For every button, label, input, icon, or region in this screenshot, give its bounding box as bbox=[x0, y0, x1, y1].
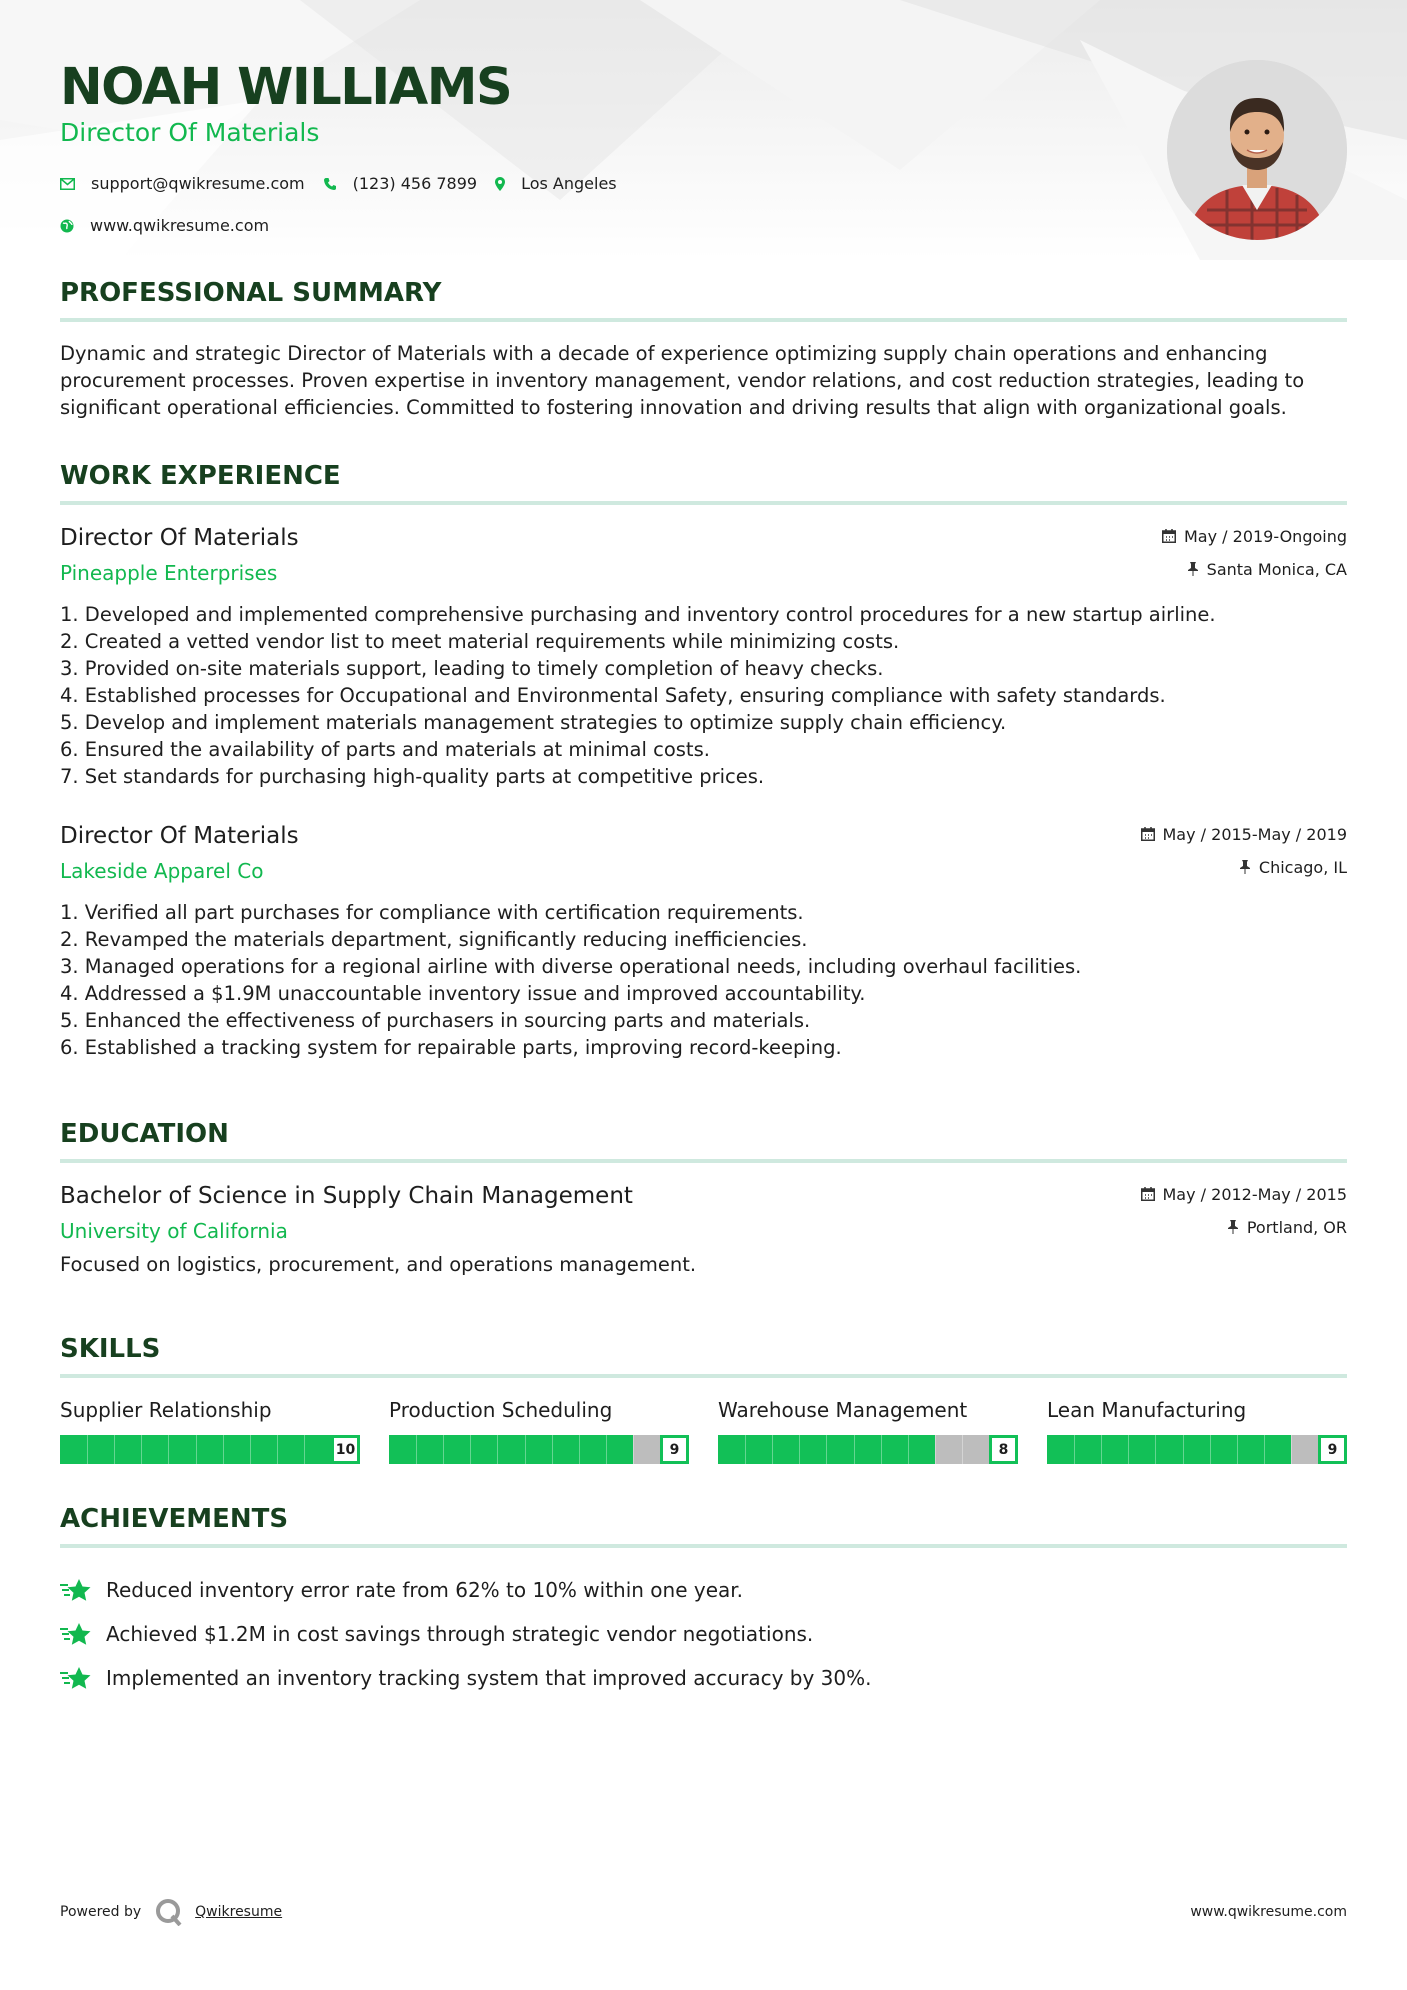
website-text: www.qwikresume.com bbox=[90, 216, 270, 235]
person-portrait bbox=[1167, 60, 1347, 240]
skill-bar-segment bbox=[1210, 1435, 1211, 1464]
skill-bar-fill bbox=[1047, 1435, 1291, 1464]
skill-bar-segment bbox=[1155, 1435, 1156, 1464]
skill-item bbox=[60, 1398, 360, 1464]
achievement-item bbox=[60, 1656, 1347, 1700]
skill-bar-segment bbox=[1291, 1435, 1292, 1464]
skill-bar-segment bbox=[525, 1435, 526, 1464]
job-dates bbox=[1162, 525, 1347, 547]
section-title: WORK EXPERIENCE bbox=[60, 461, 1347, 505]
dates-text: May / 2019-Ongoing bbox=[1184, 526, 1347, 546]
skill-name: Production Scheduling bbox=[389, 1398, 613, 1422]
skill-bar-segment bbox=[304, 1435, 305, 1464]
resume-header bbox=[60, 0, 1347, 240]
list-item: 2. Created a vetted vendor list to meet material requirements while minimizing costs. bbox=[60, 630, 900, 653]
achievements-section bbox=[60, 1504, 1347, 1700]
contact-row bbox=[60, 174, 635, 193]
section-title: SKILLS bbox=[60, 1334, 1347, 1378]
section-title: ACHIEVEMENTS bbox=[60, 1504, 1347, 1548]
skill-bar-segment bbox=[1183, 1435, 1184, 1464]
skill-level: 8 bbox=[989, 1435, 1018, 1464]
skill-bar-fill bbox=[60, 1435, 360, 1464]
job-dates bbox=[1141, 823, 1348, 845]
powered-by-text: Powered by bbox=[60, 1904, 142, 1920]
skill-bar-segment bbox=[854, 1435, 855, 1464]
skill-bar-segment bbox=[962, 1435, 963, 1464]
company-name: Lakeside Apparel Co bbox=[60, 859, 264, 883]
star-icon bbox=[60, 1666, 92, 1690]
skill-bar-segment bbox=[87, 1435, 88, 1464]
company-name: Pineapple Enterprises bbox=[60, 561, 278, 585]
skill-item bbox=[1047, 1398, 1347, 1464]
skill-level: 10 bbox=[331, 1435, 360, 1464]
skill-bar-segment bbox=[497, 1435, 498, 1464]
list-item: 3. Managed operations for a regional airline with diverse operational needs, including overhaul facilities. bbox=[60, 955, 1082, 978]
skill-bar-segment bbox=[168, 1435, 169, 1464]
phone-icon bbox=[323, 177, 337, 191]
skill-bar-segment bbox=[416, 1435, 417, 1464]
achievement-item bbox=[60, 1568, 1347, 1612]
calendar-icon bbox=[1141, 827, 1155, 841]
job-location bbox=[1162, 558, 1347, 580]
contact-website[interactable] bbox=[60, 216, 269, 235]
skill-bar-segment bbox=[745, 1435, 746, 1464]
candidate-role: Director Of Materials bbox=[60, 118, 320, 147]
education-location bbox=[1141, 1216, 1348, 1238]
skill-bar-segment bbox=[223, 1435, 224, 1464]
education-dates bbox=[1141, 1183, 1348, 1205]
skill-bar-segment bbox=[772, 1435, 773, 1464]
list-item: 5. Develop and implement materials management strategies to optimize supply chain efficiency. bbox=[60, 711, 1007, 734]
skill-bar-segment bbox=[250, 1435, 251, 1464]
skill-bar-segment bbox=[141, 1435, 142, 1464]
location-text: Chicago, IL bbox=[1258, 857, 1347, 877]
pin-icon bbox=[1227, 1220, 1239, 1234]
skill-bar bbox=[60, 1435, 360, 1464]
education-section bbox=[60, 1119, 1347, 1276]
experience-section bbox=[60, 461, 1347, 1061]
list-item: 7. Set standards for purchasing high-quality parts at competitive prices. bbox=[60, 765, 765, 788]
pin-icon bbox=[1187, 562, 1199, 576]
star-icon bbox=[60, 1578, 92, 1602]
calendar-icon bbox=[1162, 529, 1176, 543]
list-item: 4. Addressed a $1.9M unaccountable inventory issue and improved accountability. bbox=[60, 982, 866, 1005]
skill-bar bbox=[1047, 1435, 1347, 1464]
job-title: Director Of Materials bbox=[60, 823, 299, 849]
skill-item bbox=[718, 1398, 1018, 1464]
skills-section bbox=[60, 1334, 1347, 1464]
list-item: 1. Verified all part purchases for compliance with certification requirements. bbox=[60, 901, 804, 924]
pin-icon bbox=[1239, 860, 1251, 874]
skill-bar-segment bbox=[1128, 1435, 1129, 1464]
list-item: 2. Revamped the materials department, significantly reducing inefficiencies. bbox=[60, 928, 808, 951]
list-item: 4. Established processes for Occupational and Environmental Safety, ensuring compliance with safety standards. bbox=[60, 684, 1166, 707]
skill-bar-segment bbox=[826, 1435, 827, 1464]
contact-location bbox=[495, 174, 617, 193]
summary-text: Dynamic and strategic Director of Materials with a decade of experience optimizing supply chain operations and enhancing procurement processes. Proven expertise in inventory management, vendor relations, and cost reduction strategies, leading to significant operational efficiencies. Committed to fostering innovation and driving results that align with organizational goals. bbox=[60, 342, 1305, 419]
footer-website[interactable]: www.qwikresume.com bbox=[1190, 1904, 1347, 1920]
section-title: EDUCATION bbox=[60, 1119, 1347, 1163]
skill-bar-segment bbox=[114, 1435, 115, 1464]
skill-bar-segment bbox=[1264, 1435, 1265, 1464]
skill-bar-segment bbox=[881, 1435, 882, 1464]
contact-email[interactable] bbox=[60, 174, 305, 193]
skill-level: 9 bbox=[1318, 1435, 1347, 1464]
envelope-icon bbox=[60, 178, 75, 190]
list-item: 1. Developed and implemented comprehensive purchasing and inventory control procedures for a new startup airline. bbox=[60, 603, 1216, 626]
job-entry bbox=[60, 823, 1347, 1061]
skill-bar-segment bbox=[470, 1435, 471, 1464]
school-name: University of California bbox=[60, 1219, 288, 1243]
location-text: Los Angeles bbox=[521, 174, 617, 193]
achievement-item bbox=[60, 1612, 1347, 1656]
skill-bar-segment bbox=[579, 1435, 580, 1464]
skill-bar bbox=[718, 1435, 1018, 1464]
skill-name: Warehouse Management bbox=[718, 1398, 968, 1422]
dates-text: May / 2012-May / 2015 bbox=[1162, 1184, 1347, 1204]
skill-bar-segment bbox=[277, 1435, 278, 1464]
degree-title: Bachelor of Science in Supply Chain Management bbox=[60, 1183, 633, 1209]
skill-bar-fill bbox=[389, 1435, 633, 1464]
job-entry bbox=[60, 525, 1347, 790]
dates-text: May / 2015-May / 2019 bbox=[1162, 824, 1347, 844]
skill-name: Supplier Relationship bbox=[60, 1398, 272, 1422]
calendar-icon bbox=[1141, 1187, 1155, 1201]
candidate-name: NOAH WILLIAMS bbox=[60, 58, 512, 117]
achievement-text: Achieved $1.2M in cost savings through strategic vendor negotiations. bbox=[106, 1622, 814, 1646]
skill-bar-segment bbox=[633, 1435, 634, 1464]
contact-phone[interactable] bbox=[323, 174, 477, 193]
job-bullets bbox=[60, 601, 1347, 790]
location-text: Santa Monica, CA bbox=[1206, 559, 1347, 579]
achievement-text: Implemented an inventory tracking system that improved accuracy by 30%. bbox=[106, 1666, 872, 1690]
achievement-text: Reduced inventory error rate from 62% to 10% within one year. bbox=[106, 1578, 744, 1602]
list-item: 6. Ensured the availability of parts and materials at minimal costs. bbox=[60, 738, 710, 761]
skill-bar-segment bbox=[606, 1435, 607, 1464]
phone-text: (123) 456 7899 bbox=[352, 174, 478, 193]
contact-row-website bbox=[60, 216, 287, 235]
email-text: support@qwikresume.com bbox=[91, 174, 305, 193]
skill-bar-segment bbox=[1101, 1435, 1102, 1464]
skill-bar-segment bbox=[1237, 1435, 1238, 1464]
profile-photo bbox=[1167, 60, 1347, 240]
skill-bar-segment bbox=[196, 1435, 197, 1464]
skill-level: 9 bbox=[660, 1435, 689, 1464]
skill-bar-segment bbox=[552, 1435, 553, 1464]
skill-bar bbox=[389, 1435, 689, 1464]
map-pin-icon bbox=[495, 177, 505, 191]
skill-item bbox=[389, 1398, 689, 1464]
brand-link[interactable]: Qwikresume bbox=[195, 1904, 283, 1920]
skill-bar-segment bbox=[908, 1435, 909, 1464]
page-footer bbox=[60, 1898, 1347, 1926]
skill-bar-segment bbox=[935, 1435, 936, 1464]
star-icon bbox=[60, 1622, 92, 1646]
list-item: 5. Enhanced the effectiveness of purchasers in sourcing parts and materials. bbox=[60, 1009, 811, 1032]
skill-bar-segment bbox=[799, 1435, 800, 1464]
skill-name: Lean Manufacturing bbox=[1047, 1398, 1247, 1422]
summary-section bbox=[60, 278, 1347, 421]
globe-icon bbox=[60, 219, 74, 233]
skill-bar-segment bbox=[443, 1435, 444, 1464]
list-item: 6. Established a tracking system for repairable parts, improving record-keeping. bbox=[60, 1036, 842, 1059]
job-location bbox=[1141, 856, 1348, 878]
education-entry bbox=[60, 1183, 1347, 1276]
qwikresume-logo-icon bbox=[155, 1898, 183, 1926]
education-description: Focused on logistics, procurement, and operations management. bbox=[60, 1253, 697, 1276]
list-item: 3. Provided on-site materials support, leading to timely completion of heavy checks. bbox=[60, 657, 884, 680]
section-title: PROFESSIONAL SUMMARY bbox=[60, 278, 1347, 322]
skill-bar-segment bbox=[1074, 1435, 1075, 1464]
location-text: Portland, OR bbox=[1246, 1217, 1347, 1237]
job-bullets bbox=[60, 899, 1347, 1061]
job-title: Director Of Materials bbox=[60, 525, 299, 551]
